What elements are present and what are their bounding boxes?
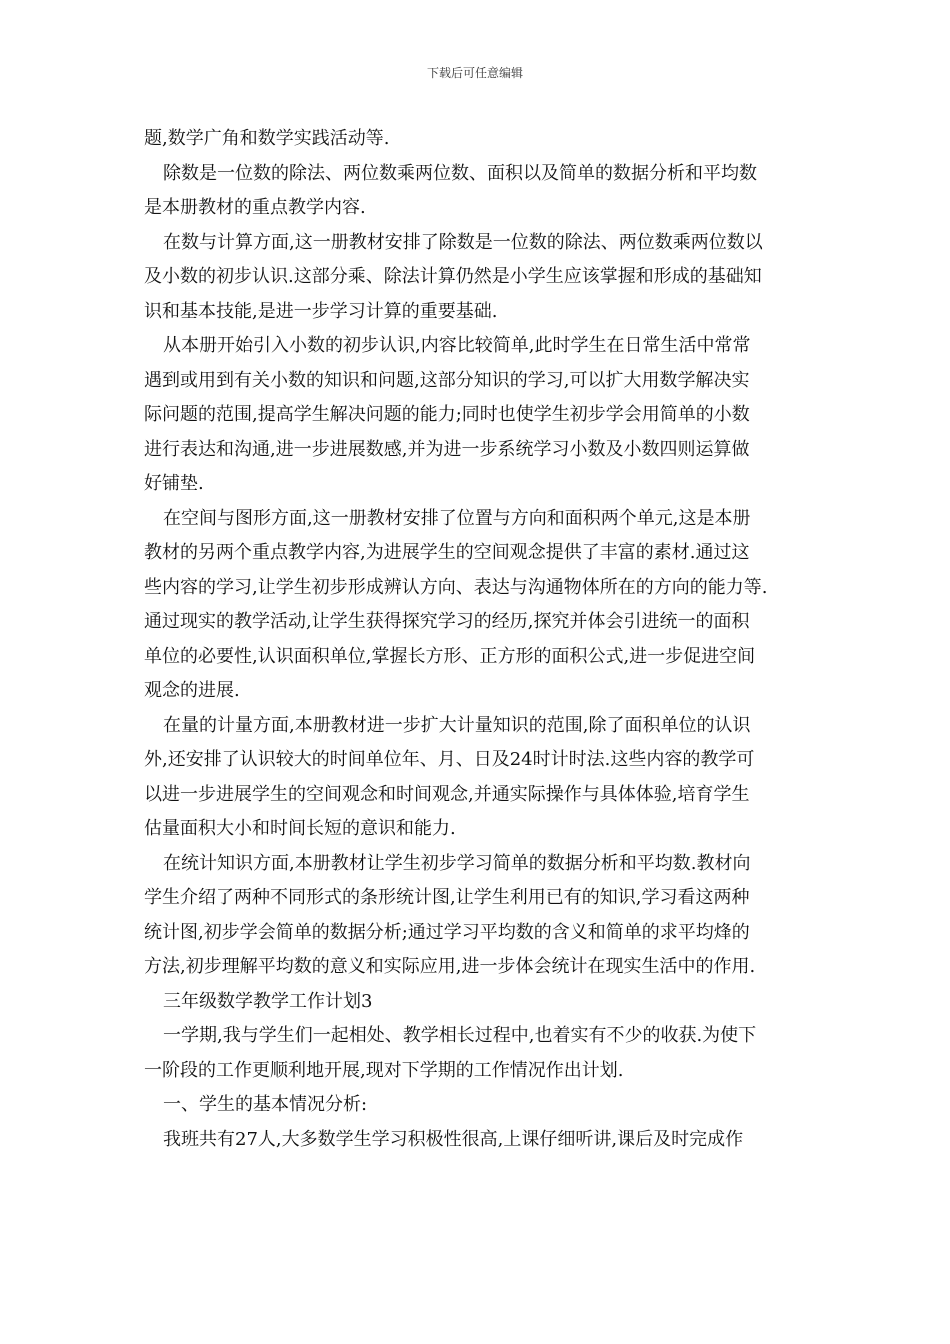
text-line: 些内容的学习,让学生初步形成辨认方向、表达与沟通物体所在的方向的能力等. [144,576,768,598]
text-line: 在数与计算方面,这一册教材安排了除数是一位数的除法、两位数乘两位数以 [163,231,763,253]
text-line: 在统计知识方面,本册教材让学生初步学习简单的数据分析和平均数.教材向 [163,852,751,874]
text-line: 以进一步进展学生的空间观念和时间观念,并通实际操作与具体体验,培育学生 [144,783,750,805]
text-line: 统计图,初步学会简单的数据分析;通过学习平均数的含义和简单的求平均烽的 [144,921,750,943]
text-line: 题,数学广角和数学实践活动等. [144,128,390,149]
text-line: 方法,初步理解平均数的意义和实际应用,进一步体会统计在现实生活中的作用. [144,956,756,977]
text-line: 除数是一位数的除法、两位数乘两位数、面积以及简单的数据分析和平均数 [163,162,757,184]
text-line: 外,还安排了认识较大的时间单位年、月、日及24时计时法.这些内容的教学可 [144,749,755,770]
text-line: 我班共有27人,大多数学生学习积极性很高,上课仔细听讲,课后及时完成作 [163,1128,744,1150]
text-line: 在量的计量方面,本册教材进一步扩大计量知识的范围,除了面积单位的认识 [163,714,751,736]
text-line: 从本册开始引入小数的初步认识,内容比较简单,此时学生在日常生活中常常 [163,335,751,356]
text-line: 进行表达和沟通,进一步进展数感,并为进一步系统学习小数及小数四则运算做 [144,438,750,460]
text-line: 单位的必要性,认识面积单位,掌握长方形、正方形的面积公式,进一步促进空间 [144,645,756,667]
text-line: 通过现实的教学活动,让学生获得探究学习的经历,探究并体会引进统一的面积 [144,611,750,632]
text-line: 一、学生的基本情况分析: [163,1094,368,1115]
text-line: 好铺垫. [144,473,204,494]
page-header: 下载后可任意编辑 [426,66,523,80]
text-line: 在空间与图形方面,这一册教材安排了位置与方向和面积两个单元,这是本册 [163,507,751,529]
text-line: 一阶段的工作更顺利地开展,现对下学期的工作情况作出计划. [144,1059,624,1081]
text-line: 识和基本技能,是进一步学习计算的重要基础. [144,300,498,322]
text-line: 及小数的初步认识.这部分乘、除法计算仍然是小学生应该掌握和形成的基础知 [144,266,762,287]
text-line: 教材的另两个重点教学内容,为进展学生的空间观念提供了丰富的素材.通过这 [144,542,750,563]
text-line: 学生介绍了两种不同形式的条形统计图,让学生利用已有的知识,学习看这两种 [144,887,750,908]
text-line: 观念的进展. [144,680,240,701]
document-body [144,122,804,1157]
text-line: 是本册教材的重点教学内容. [144,197,366,218]
text-line: 一学期,我与学生们一起相处、教学相长过程中,也着实有不少的收获.为使下 [163,1025,757,1046]
text-line: 际问题的范围,提高学生解决问题的能力;同时也使学生初步学会用简单的小数 [144,404,750,425]
text-line: 估量面积大小和时间长短的意识和能力. [144,818,456,839]
text-line: 遇到或用到有关小数的知识和问题,这部分知识的学习,可以扩大用数学解决实 [144,369,750,391]
text-line: 三年级数学教学工作计划3 [163,990,373,1012]
